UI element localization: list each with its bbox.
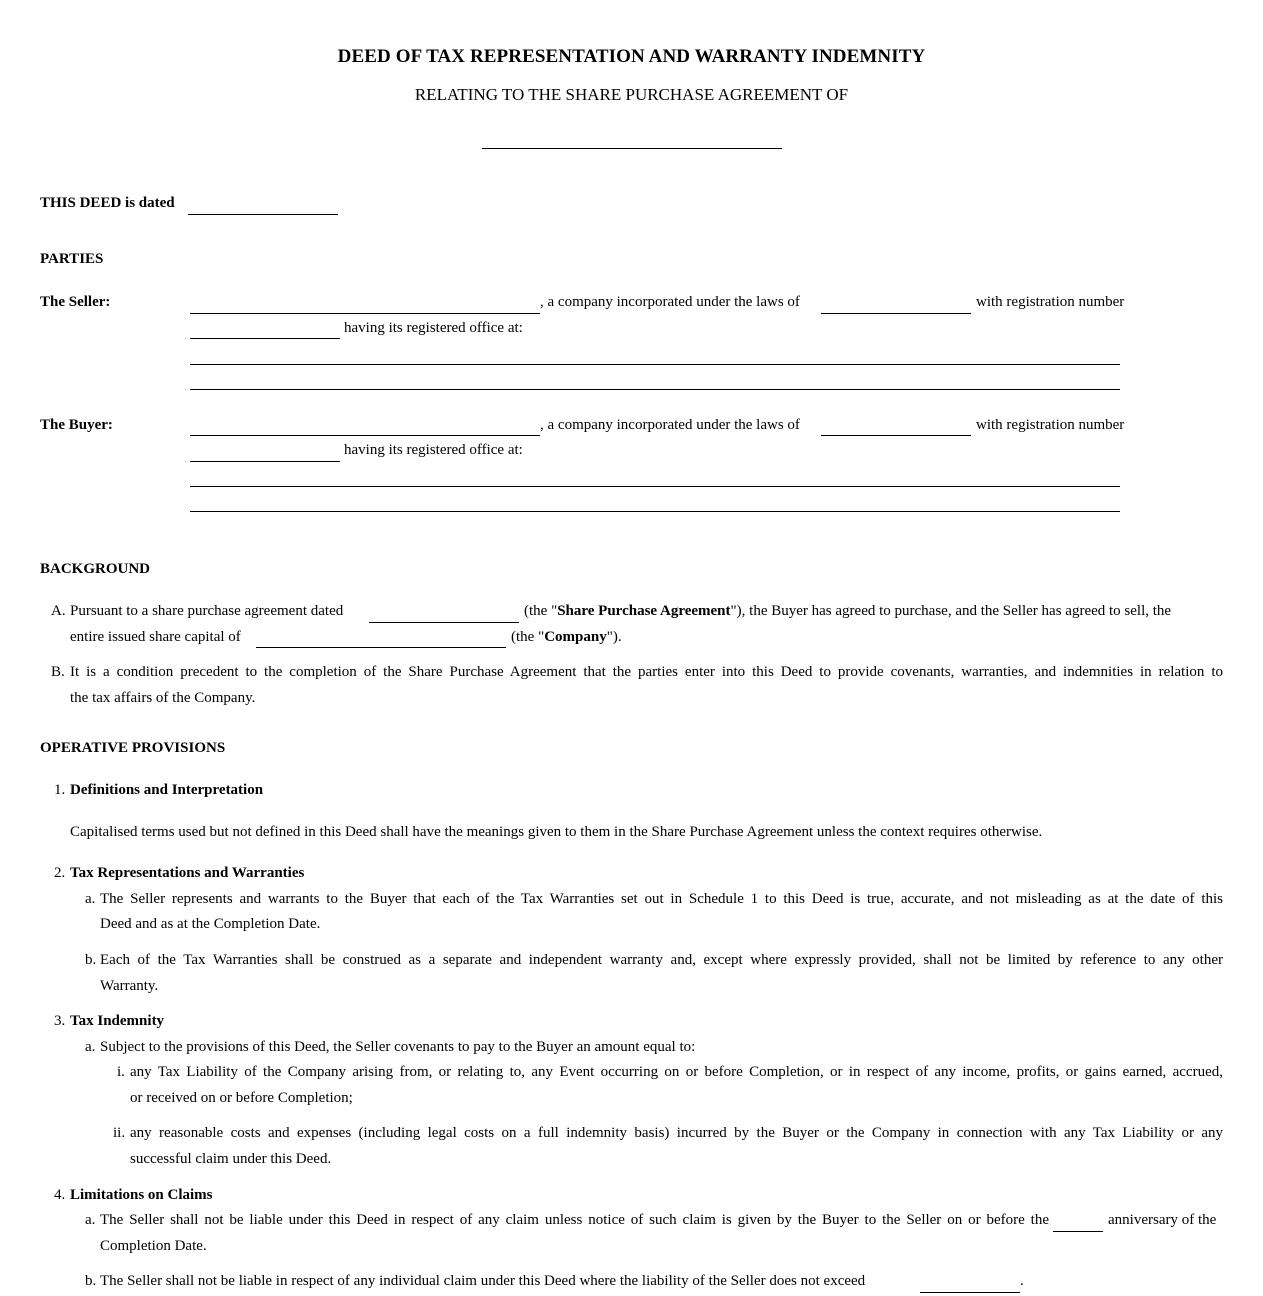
clause-4-marker: 4. — [54, 1187, 66, 1203]
buyer-registration-blank[interactable] — [190, 461, 340, 462]
recital-b-line-2: the tax affairs of the Company. — [70, 690, 256, 706]
clause-3aii-line-1: any reasonable costs and expenses (including legal costs on a full indemnity basis) incurred by the Buyer or the Company in connection with any Tax Liability or any — [130, 1125, 1223, 1141]
clause-4b-marker: b. — [85, 1273, 97, 1289]
clause-2a-line-2: Deed and as at the Completion Date. — [100, 916, 321, 932]
buyer-office-text: having its registered office at: — [344, 442, 523, 458]
operative-heading: OPERATIVE PROVISIONS — [40, 740, 226, 756]
clause-3ai-line-2: or received on or before Completion; — [130, 1090, 353, 1106]
recital-b-marker: B. — [51, 664, 65, 680]
clause-2a-line-1: The Seller represents and warrants to the Buyer that each of the Tax Warranties set out in Schedule 1 to this Deed is true, accurate, and not misleading as at the date of this — [100, 891, 1223, 907]
date-blank[interactable] — [188, 214, 338, 215]
document-subtitle: RELATING TO THE SHARE PURCHASE AGREEMENT OF — [414, 85, 849, 104]
term-company: Company — [544, 629, 607, 645]
recital-a-text-1: Pursuant to a share purchase agreement dated — [70, 603, 344, 619]
clause-2-marker: 2. — [54, 865, 66, 881]
seller-label: The Seller: — [40, 294, 111, 310]
seller-office-text: having its registered office at: — [344, 320, 523, 336]
clause-2a-marker: a. — [85, 891, 96, 907]
background-heading: BACKGROUND — [40, 561, 151, 577]
clause-4a-line-2: Completion Date. — [100, 1238, 207, 1254]
buyer-address-line-1[interactable] — [190, 486, 1120, 487]
seller-incorporated-text: , a company incorporated under the laws of — [540, 294, 800, 310]
clause-4b-text-2: . — [1020, 1273, 1024, 1289]
clause-4a-marker: a. — [85, 1212, 96, 1228]
seller-registration-blank[interactable] — [190, 338, 340, 339]
clause-1-title: Definitions and Interpretation — [70, 782, 264, 798]
clause-4a-text-1: The Seller shall not be liable under this Deed in respect of any claim unless notice of such claim is given by the Buyer to the Seller on or before the — [100, 1212, 1049, 1228]
seller-jurisdiction-blank[interactable] — [821, 313, 971, 314]
clause-1-marker: 1. — [54, 782, 66, 798]
recital-a-marker: A. — [51, 603, 66, 619]
recital-a-text-5: (the "Company"). — [511, 629, 622, 645]
clause-3aii-line-2: successful claim under this Deed. — [130, 1151, 332, 1167]
recital-a-text-2: (the "Share Purchase Agreement"), the Buyer has agreed to purchase, and the Seller has agreed to sell, the — [524, 603, 1172, 619]
clause-2b-marker: b. — [85, 952, 97, 968]
spa-date-blank[interactable] — [369, 622, 519, 623]
buyer-address-line-2[interactable] — [190, 511, 1120, 512]
clause-3ai-marker: i. — [117, 1064, 125, 1080]
parties-heading: PARTIES — [40, 251, 104, 267]
buyer-jurisdiction-blank[interactable] — [821, 435, 971, 436]
clause-3ai-line-1: any Tax Liability of the Company arising from, or relating to, any Event occurring on or before Completion, or in respect of any income, profits, or gains earned, accrued, — [130, 1064, 1223, 1080]
clause-4b-text-1: The Seller shall not be liable in respect of any individual claim under this Deed where the liability of the Seller does not exceed — [100, 1273, 866, 1289]
buyer-registration-text: with registration number — [976, 417, 1125, 433]
anniversary-blank[interactable] — [1053, 1231, 1103, 1232]
recital-a-text-4: entire issued share capital of — [70, 629, 241, 645]
clause-3-title: Tax Indemnity — [70, 1013, 165, 1029]
buyer-name-blank[interactable] — [190, 435, 540, 436]
seller-address-line-2[interactable] — [190, 389, 1120, 390]
term-share-purchase-agreement: Share Purchase Agreement — [557, 603, 731, 619]
clause-3-marker: 3. — [54, 1013, 66, 1029]
buyer-incorporated-text: , a company incorporated under the laws of — [540, 417, 800, 433]
seller-address-line-1[interactable] — [190, 364, 1120, 365]
seller-registration-text: with registration number — [976, 294, 1125, 310]
agreement-name-blank[interactable] — [482, 148, 782, 149]
clause-2-title: Tax Representations and Warranties — [70, 865, 305, 881]
seller-name-blank[interactable] — [190, 313, 540, 314]
buyer-label: The Buyer: — [40, 417, 113, 433]
clause-3aii-marker: ii. — [113, 1125, 126, 1141]
company-name-blank[interactable] — [256, 647, 506, 648]
clause-1-text: Capitalised terms used but not defined in this Deed shall have the meanings given to them in the Share Purchase Agreement unless the context requires otherwise. — [70, 824, 1043, 840]
clause-3a-text: Subject to the provisions of this Deed, the Seller covenants to pay to the Buyer an amount equal to: — [100, 1039, 696, 1055]
document-title: DEED OF TAX REPRESENTATION AND WARRANTY INDEMNITY — [337, 46, 926, 67]
clause-3a-marker: a. — [85, 1039, 96, 1055]
recital-b-line-1: It is a condition precedent to the completion of the Share Purchase Agreement that the parties enter into this Deed to provide covenants, warranties, and indemnities in relation to — [70, 664, 1223, 680]
clause-2b-line-1: Each of the Tax Warranties shall be construed as a separate and independent warranty and, except where expressly provided, shall not be limited by reference to any other — [100, 952, 1223, 968]
clause-2b-line-2: Warranty. — [100, 978, 159, 994]
clause-4-title: Limitations on Claims — [70, 1187, 213, 1203]
clause-4a-text-2: anniversary of the — [1108, 1212, 1217, 1228]
threshold-amount-blank[interactable] — [920, 1292, 1020, 1293]
dated-label: THIS DEED is dated — [40, 195, 175, 211]
